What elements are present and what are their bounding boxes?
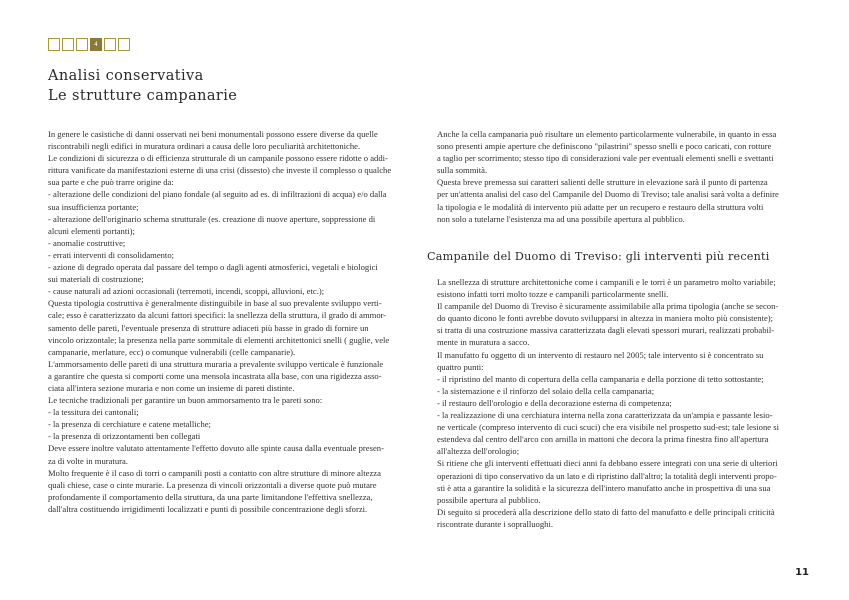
text-line: L'ammorsamento delle pareti di una struttura muraria a prevalente sviluppo verticale è funzionale <box>48 358 384 369</box>
text-line: Le tecniche tradizionali per garantire un buon ammorsamento tra le pareti sono: <box>48 395 323 406</box>
text-line: - il ripristino del manto di copertura della cella campanaria e della porzione di tetto sottostante; <box>437 373 764 384</box>
text-line: ciata all'intera sezione muraria e non come un insieme di pareti distinte. <box>48 382 295 393</box>
chapter-nav-box[interactable] <box>104 38 116 51</box>
chapter-nav-box[interactable] <box>48 38 60 51</box>
text-line: Questa tipologia costruttiva è generalmente distinguibile in base al suo prevalente sviluppo verti- <box>48 298 382 309</box>
text-line: - il restauro dell'orologio e della decorazione esterna di competenza; <box>437 397 672 408</box>
text-line: - la presenza di orizzontamenti ben collegati <box>48 431 201 442</box>
text-line: sono presenti ampie aperture che definiscono "pilastrini" spesso snelli e poco caricati, con rotture <box>437 141 772 152</box>
left-text-column <box>48 128 416 515</box>
text-line: esistono infatti torri molto tozze e campanili particolarmente snelli. <box>437 289 669 300</box>
page-header <box>48 66 237 106</box>
text-line: sti è atta a garantire la solidità e la sicurezza dell'intero manufatto anche in prospettiva di una sua <box>437 482 771 493</box>
text-line: ne verticale (compreso intervento di cuci scuci) che era visibile nel prospetto sud-est; tale lesione si <box>437 422 779 433</box>
chapter-nav <box>48 38 130 51</box>
chapter-nav-box[interactable] <box>118 38 130 51</box>
text-line: non solo a tutelarne l'esistenza ma ad una possibile apertura al pubblico. <box>437 213 685 224</box>
text-line: possibile apertura al pubblico. <box>437 494 541 505</box>
text-line: - azione di degrado operata dal passare del tempo o dagli agenti atmosferici, vegetali e biologici <box>48 262 378 273</box>
text-line: - alterazione dell'originario schema strutturale (es. creazione di nuove aperture, soppressione di <box>48 213 376 224</box>
text-line: riscontrate durante i sopralluoghi. <box>437 518 553 529</box>
text-line: Deve essere inoltre valutato attentamente l'effetto dovuto alle spinte causa dalla eventuale presen- <box>48 443 384 454</box>
section-heading: Campanile del Duomo di Treviso: gli interventi più recenti <box>427 250 770 263</box>
page-number: 11 <box>795 567 809 578</box>
text-line: samento delle pareti, l'eventuale presenza di strutture adiaceti più basse in grado di fornire un <box>48 322 369 333</box>
text-line: sua insufficienza portante; <box>48 201 139 212</box>
text-line: cale; esso è caratterizzato da alcuni fattori specifici: la snellezza della struttura, il grado di ammor- <box>48 310 387 321</box>
text-line: Di seguito si procederà alla descrizione dello stato di fatto del manufatto e delle principali criticità <box>437 506 775 517</box>
text-line: Le condizioni di sicurezza o di efficienza strutturale di un campanile possono essere ridotte o addi- <box>48 153 388 164</box>
text-line: - anomalie costruttive; <box>48 237 126 248</box>
page-title: Analisi conservativa <box>48 68 204 84</box>
text-line: - cause naturali ad azioni occasionali (terremoti, incendi, scoppi, alluvioni, etc.); <box>48 286 325 297</box>
chapter-nav-box-active[interactable]: 4 <box>90 38 102 51</box>
text-line: Questa breve premessa sui caratteri salienti delle strutture in elevazione sarà il punto di partenza <box>437 177 768 188</box>
right-text-column-bottom <box>437 276 809 530</box>
page-subtitle: Le strutture campanarie <box>48 88 238 104</box>
chapter-nav-box[interactable] <box>62 38 74 51</box>
text-line: riscontrabili negli edifici in muratura ordinari a causa delle loro peculiarità architettoniche. <box>48 141 361 152</box>
text-line: quali chiese, case o cinte murarie. La presenza di vincoli orizzontali a diverse quote può mutare <box>48 479 377 490</box>
text-line: Si ritiene che gli interventi effettuati dieci anni fa debbano essere integrati con una serie di ulteriori <box>437 458 778 469</box>
text-line: sulla sommità. <box>437 165 488 176</box>
text-line: Anche la cella campanaria può risultare un elemento particolarmente vulnerabile, in quanto in essa <box>437 129 777 139</box>
text-line: profondamente il comportamento della struttura, da una parte limitandone l'effettiva snellezza, <box>48 491 373 502</box>
text-line: - errati interventi di consolidamento; <box>48 249 175 260</box>
text-line: per un'attenta analisi del caso del Campanile del Duomo di Treviso; tale analisi sarà volta a definire <box>437 189 779 200</box>
text-line: la tipologia e le modalità di intervento più adatte per un recupero e restauro della struttura volti <box>437 201 764 212</box>
text-line: dall'altra costituendo irrigidimenti localizzati e punti di possibile concentrazione degli sforzi. <box>48 503 368 514</box>
text-line: estendeva dal centro dell'arco con arnilla in mattoni che decora la prima finestra fino all'apertura <box>437 434 769 445</box>
text-line: - alterazione delle condizioni del piano fondale (al seguito ad es. di infiltrazioni di acqua) e/o dalla <box>48 189 387 200</box>
text-line: do quanto dicono le fonti avrebbe dovuto svilupparsi in altezza in maniera molto più consistente); <box>437 313 774 324</box>
text-line: za di volte in muratura. <box>48 455 128 466</box>
text-line: a garantire che questa si comporti come una mensola incastrata alla base, con una rigidezza asso- <box>48 370 382 381</box>
text-line: rittura vanificate da manifestazioni esterne di una crisi (dissesto) che investe il complesso o qualche <box>48 165 392 176</box>
text-line: quattro punti: <box>437 361 484 372</box>
text-line: campanarie, merlature, ecc) o comunque vulnerabili (celle campanarie). <box>48 346 296 357</box>
text-line: operazioni di tipo conservativo da un lato e di ripristino dall'altro; la totalità degli interventi propo- <box>437 470 777 481</box>
chapter-nav-box[interactable] <box>76 38 88 51</box>
text-line: mente in muratura a sacco. <box>437 337 530 348</box>
text-line: - la presenza di cerchiature e catene metalliche; <box>48 419 211 430</box>
text-line: Il campanile del Duomo di Treviso è sicuramente assimilabile alla prima tipologia (anche se secon- <box>437 301 779 312</box>
text-line: - la tessitura dei cantonali; <box>48 407 139 418</box>
right-text-column-top <box>437 128 809 225</box>
text-line: sui materiali di costruzione; <box>48 274 144 285</box>
text-line: alcuni elementi portanti); <box>48 225 135 236</box>
text-line: a taglio per scorrimento; stesso tipo di considerazioni vale per eventuali elementi snelli e svettanti <box>437 153 774 164</box>
text-line: Molto frequente è il caso di torri o campanili posti a contatto con altre strutture di minore altezza <box>48 467 381 478</box>
text-line: In genere le casistiche di danni osservati nei beni monumentali possono essere diverse da quelle <box>48 129 378 139</box>
text-line: Il manufatto fu oggetto di un intervento di restauro nel 2005; tale intervento si è concentrato su <box>437 349 764 360</box>
text-line: La snellezza di strutture architettoniche come i campanili e le torri è un parametro molto variabile; <box>437 277 776 287</box>
text-line: - la sistemazione e il rinforzo del solaio della cella campanaria; <box>437 385 655 396</box>
text-line: sua parte e che può trarre origine da: <box>48 177 174 188</box>
text-line: vincolo orizzontale; la presenza nella parte sommitale di elementi architettonici snelli ( guglie, vele <box>48 334 390 345</box>
text-line: si tratta di una costruzione massiva caratterizzata dagli elevati spessori murari, realizzati probabil- <box>437 325 775 336</box>
text-line: all'altezza dell'orologio; <box>437 446 520 457</box>
text-line: - la realizzazione di una cerchiatura interna nella zona caratterizzata da un'ampia e passante lesio- <box>437 410 773 421</box>
